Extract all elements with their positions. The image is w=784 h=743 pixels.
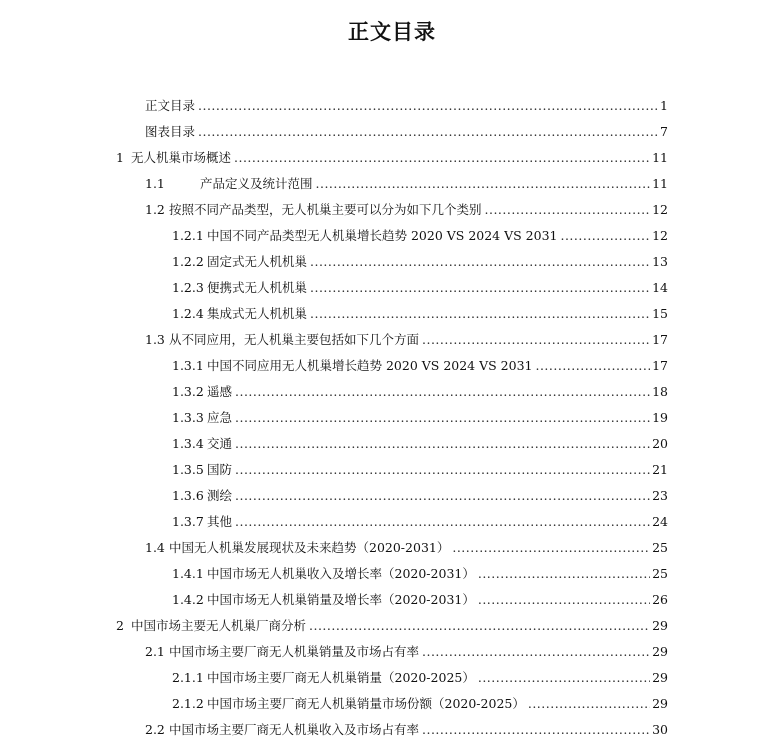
toc-leader: [452, 535, 650, 561]
toc-number: 1.3.5: [172, 462, 204, 477]
toc-page-number: 29: [652, 644, 668, 659]
toc-title: 中国市场主要厂商无人机巢销量市场份额（2020-2025）: [207, 696, 525, 711]
toc-number: 2.1.2: [172, 696, 204, 711]
toc-leader: [235, 405, 650, 431]
toc-number: 1.2.3: [172, 280, 204, 295]
toc-title: 应急: [207, 410, 233, 425]
toc-title: 遥感: [207, 384, 233, 399]
toc-title: 从不同应用，无人机巢主要包括如下几个方面: [169, 332, 420, 347]
toc-number: 1.4.1: [172, 566, 204, 581]
toc-title: 无人机巢市场概述: [131, 150, 232, 165]
toc-leader: [422, 327, 650, 353]
toc-leader: [478, 665, 650, 691]
toc-entry[interactable]: [172, 301, 668, 327]
toc-page-number: 11: [652, 176, 668, 191]
toc-number: 1.2.4: [172, 306, 204, 321]
toc-entry[interactable]: [172, 379, 668, 405]
toc-title: 中国不同产品类型无人机巢增长趋势 2020 VS 2024 VS 2031: [207, 228, 558, 243]
toc-number: 1.3.2: [172, 384, 204, 399]
toc-number: 2.1: [145, 644, 165, 659]
toc-page-number: 19: [652, 410, 668, 425]
toc-entry[interactable]: [116, 145, 668, 171]
toc-number: 1.2.1: [172, 228, 204, 243]
toc-page-number: 29: [652, 696, 668, 711]
toc-leader: [235, 457, 650, 483]
toc-page-number: 20: [652, 436, 668, 451]
toc-entry[interactable]: [145, 93, 668, 119]
toc-leader: [309, 613, 650, 639]
toc-page-number: 7: [660, 124, 668, 139]
toc-leader: [478, 587, 650, 613]
toc-leader: [528, 691, 650, 717]
toc-page-number: 17: [652, 332, 668, 347]
toc-title: 中国市场无人机巢销量及增长率（2020-2031）: [207, 592, 475, 607]
toc-page-number: 30: [652, 722, 668, 737]
toc-leader: [198, 119, 658, 145]
toc-page-number: 11: [652, 150, 668, 165]
toc-entry[interactable]: [172, 587, 668, 613]
toc-entry[interactable]: [172, 457, 668, 483]
toc-page-number: 13: [652, 254, 668, 269]
toc-leader: [316, 171, 651, 197]
toc-number: 2.1.1: [172, 670, 204, 685]
toc-entry[interactable]: [172, 691, 668, 717]
toc-leader: [235, 509, 650, 535]
toc-entry[interactable]: [172, 561, 668, 587]
toc-page-number: 23: [652, 488, 668, 503]
toc-title: 集成式无人机机巢: [207, 306, 308, 321]
toc-entry[interactable]: [145, 197, 668, 223]
toc-entry[interactable]: [172, 405, 668, 431]
toc-number: 1.3: [145, 332, 165, 347]
toc-title: 交通: [207, 436, 233, 451]
toc-title: 中国市场无人机巢收入及增长率（2020-2031）: [207, 566, 475, 581]
toc-leader: [235, 483, 650, 509]
toc-leader: [422, 717, 650, 743]
toc-title: 中国市场主要厂商无人机巢收入及市场占有率: [169, 722, 420, 737]
toc-title: 中国市场主要厂商无人机巢销量及市场占有率: [169, 644, 420, 659]
toc-leader: [560, 223, 650, 249]
toc-leader: [422, 639, 650, 665]
toc-number: 1.2.2: [172, 254, 204, 269]
toc-number: 1.4: [145, 540, 165, 555]
toc-leader: [235, 431, 650, 457]
toc-leader: [234, 145, 650, 171]
toc-entry[interactable]: [172, 431, 668, 457]
toc-page-number: 26: [652, 592, 668, 607]
toc-leader: [478, 561, 650, 587]
toc-title: 正文目录: [145, 98, 196, 113]
page-title: 正文目录: [348, 20, 436, 44]
toc-title: 中国市场主要无人机巢厂商分析: [131, 618, 307, 633]
toc-number: 1.3.6: [172, 488, 204, 503]
toc-leader: [310, 249, 650, 275]
toc-page-number: 15: [652, 306, 668, 321]
toc-leader: [198, 93, 658, 119]
toc-entry[interactable]: [172, 223, 668, 249]
toc-entry[interactable]: [145, 535, 668, 561]
toc-page-number: 24: [652, 514, 668, 529]
toc-entry[interactable]: [172, 275, 668, 301]
toc-number: 1.3.1: [172, 358, 204, 373]
toc-title: 固定式无人机机巢: [207, 254, 308, 269]
toc-page-number: 1: [660, 98, 668, 113]
toc-title: 中国无人机巢发展现状及未来趋势（2020-2031）: [169, 540, 450, 555]
toc-title: 国防: [207, 462, 233, 477]
toc-number: 1.2: [145, 202, 165, 217]
toc-entry[interactable]: [172, 353, 668, 379]
toc-page-number: 29: [652, 618, 668, 633]
toc-entry[interactable]: [172, 665, 668, 691]
toc-entry[interactable]: [145, 171, 668, 197]
toc-page-number: 25: [652, 540, 668, 555]
toc-entry[interactable]: [145, 639, 668, 665]
toc-entry[interactable]: [116, 613, 668, 639]
toc-page-number: 14: [652, 280, 668, 295]
toc-entry[interactable]: [145, 119, 668, 145]
toc-title: 其他: [207, 514, 233, 529]
toc-number: 1.3.4: [172, 436, 204, 451]
toc-page-number: 21: [652, 462, 668, 477]
toc-leader: [310, 275, 650, 301]
toc-number: 1.3.3: [172, 410, 204, 425]
toc-leader: [310, 301, 650, 327]
toc-page-number: 12: [652, 228, 668, 243]
toc-page-number: 18: [652, 384, 668, 399]
toc-entry[interactable]: [172, 249, 668, 275]
toc-page-number: 17: [652, 358, 668, 373]
toc-number: 1: [116, 150, 124, 165]
toc-leader: [485, 197, 651, 223]
toc-title: 中国不同应用无人机巢增长趋势 2020 VS 2024 VS 2031: [207, 358, 533, 373]
toc-title: 中国市场主要厂商无人机巢销量（2020-2025）: [207, 670, 475, 685]
toc-entry[interactable]: [145, 327, 668, 353]
toc-leader: [235, 379, 650, 405]
toc-title: 产品定义及统计范围: [200, 176, 313, 191]
toc-page-number: 25: [652, 566, 668, 581]
toc-title: 便携式无人机机巢: [207, 280, 308, 295]
toc-page-number: 12: [652, 202, 668, 217]
toc-title: 测绘: [207, 488, 233, 503]
toc-number: 1.1: [145, 176, 165, 191]
toc-number: 2.2: [145, 722, 165, 737]
toc-page-number: 29: [652, 670, 668, 685]
toc-entry[interactable]: [172, 509, 668, 535]
toc-number: 1.4.2: [172, 592, 204, 607]
toc-entry[interactable]: [145, 717, 668, 743]
toc-number: 2: [116, 618, 124, 633]
toc-leader: [535, 353, 650, 379]
toc-title: 按照不同产品类型，无人机巢主要可以分为如下几个类别: [169, 202, 482, 217]
toc-title: 图表目录: [145, 124, 196, 139]
toc-entry[interactable]: [172, 483, 668, 509]
toc-number: 1.3.7: [172, 514, 204, 529]
